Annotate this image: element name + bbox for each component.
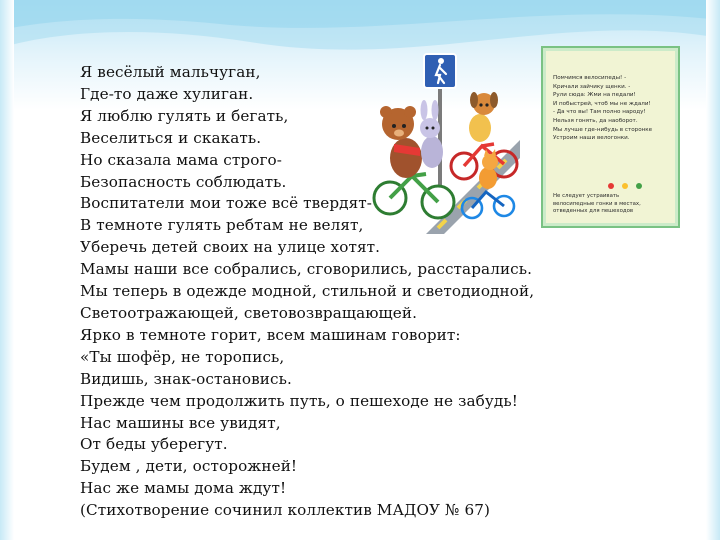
sign-pole (438, 86, 442, 186)
rules-card-note-line: отведенных для пешеходов (553, 208, 634, 215)
poem-line: Но сказала мама строго- (80, 150, 283, 169)
poem-line: Я люблю гулять и бегать, (80, 106, 289, 125)
rules-card-line: Нельзя гонять, да наоборот. (553, 117, 638, 124)
poem-line: «Ты шофёр, не торопись, (80, 347, 285, 366)
poem-line: Где-то даже хулиган. (80, 84, 254, 103)
poem-line: От беды уберегут. (80, 435, 228, 454)
rules-card-verse (553, 74, 675, 143)
poem-line: Воспитатели мои тоже всё твердят- (80, 194, 373, 213)
poem-line: Веселиться и скакать. (80, 128, 262, 147)
poem-line: Уберечь детей своих на улице хотят. (80, 238, 381, 257)
traffic-light-dots-icon (605, 182, 645, 190)
rules-card-line: И побыстрей, чтоб мы не ждали! (553, 100, 651, 107)
poem-line: Ярко в темноте горит, всем машинам говорит: (80, 325, 461, 344)
rules-card-note-line: Не следует устраивать (553, 193, 620, 199)
poem-line: Мы теперь в одежде модной, стильной и светодиодной, (80, 282, 535, 301)
rules-card-note-line: велосипедные гонки в местах, (553, 200, 641, 207)
poem-line: Нас машины все увидят, (80, 413, 281, 432)
left-edge-decoration (0, 0, 14, 540)
rules-card-line: Помчимся велосипеды! - (553, 75, 627, 81)
rules-card-line: Мы лучше где-нибудь в сторонке (553, 126, 653, 133)
poem-credit: (Стихотворение сочинил коллектив МАДОУ № 67) (80, 501, 490, 520)
poem-line: Нас же мамы дома ждут! (80, 479, 287, 498)
rules-card-line: Кричали зайчику щенки. - (553, 83, 631, 90)
rules-card-line: Рули сюда: Жми на педали! (553, 92, 636, 99)
poem-line: Прежде чем продолжить путь, о пешеходе не забудь! (80, 391, 518, 410)
rules-card (541, 46, 680, 228)
bicycle-animals-illustration (368, 48, 520, 234)
rules-card-line: Устроим наши велогонки. (553, 135, 630, 142)
pedestrian-sign-icon (424, 54, 456, 88)
rules-card-line: - Да что вы! Там полно народу! (553, 109, 646, 116)
rules-card-note (553, 193, 675, 216)
poem-line: Будем , дети, осторожней! (80, 457, 298, 476)
poem-line: Мамы наши все собрались, сговорились, расстарались. (80, 260, 533, 279)
poem-line: Я весёлый мальчуган, (80, 63, 261, 81)
right-edge-decoration (706, 0, 720, 540)
poem-line: Видишь, знак-остановись. (80, 369, 292, 388)
poem-line: Светоотражающей, световозвращающей. (80, 303, 418, 322)
poem-line: В темноте гулять ребтам не велят, (80, 216, 364, 235)
poem-line: Безопасность соблюдать. (80, 172, 287, 191)
